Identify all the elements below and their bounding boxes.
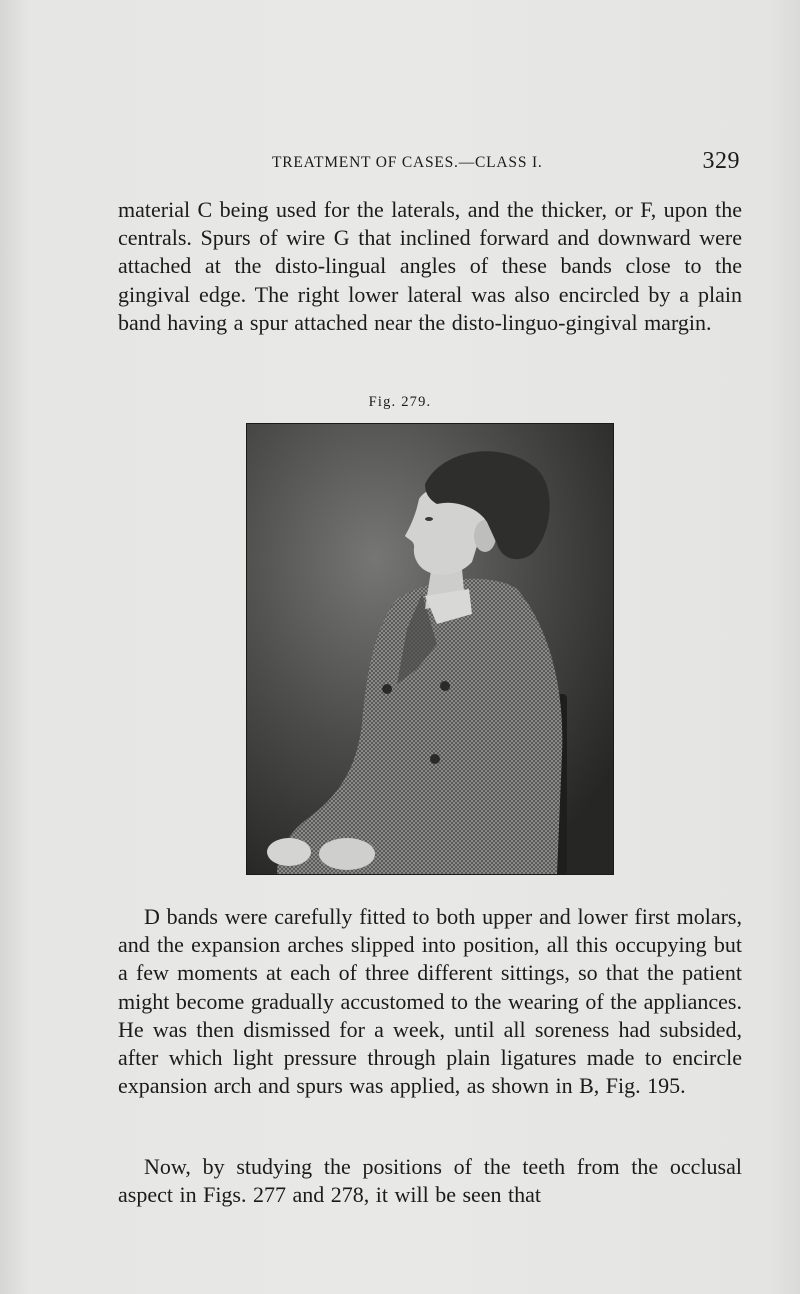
figure-photo: [246, 423, 614, 875]
figure-caption: Fig. 279.: [368, 394, 432, 410]
boy-profile-image: [247, 424, 613, 874]
paragraph-1: material C being used for the laterals, and the thicker, or F, upon the centrals. Spurs of wire G that inclined forward and downward were attached at the disto-lingual angles of these bands close to the gingival edge. The right lower lateral was also encircled by a plain band having a spur attached near the disto-linguo-gingival margin.: [118, 197, 742, 335]
paragraph-2: D bands were carefully fitted to both upper and lower first molars, and the expansion arches slipped into position, all this occupying but a few moments at each of three different sittings, so that the patient might become gradually accustomed to the wearing of the appliances. He was then dismissed for a week, until all soreness had subsided, after which light pressure through plain ligatures made to encircle expansion arch and spurs was applied, as shown in B, Fig. 195.: [118, 904, 742, 1099]
page-header: [118, 148, 742, 182]
running-head: TREATMENT OF CASES.—CLASS I.: [272, 154, 543, 171]
page-number: 329: [702, 148, 740, 174]
paragraph-3: Now, by studying the positions of the teeth from the occlusal aspect in Figs. 277 and 278, it will be seen that: [118, 1154, 742, 1208]
